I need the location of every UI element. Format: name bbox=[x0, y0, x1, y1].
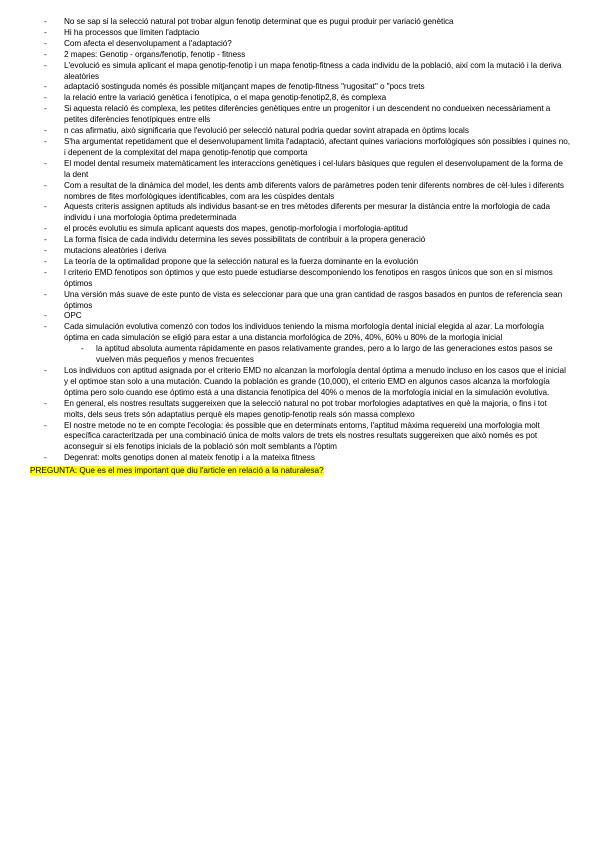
question-line bbox=[30, 465, 570, 476]
bullet-dash: - bbox=[44, 60, 47, 70]
list-item-text: La teoría de la optimalidad propone que la selección natural es la fuerza dominante en la evolución bbox=[64, 256, 419, 266]
bullet-dash: - bbox=[44, 38, 47, 48]
list-item bbox=[30, 366, 570, 399]
list-item bbox=[30, 246, 570, 257]
list-item-text: Com afecta el desenvolupament a l'adaptació? bbox=[64, 38, 232, 48]
list-item bbox=[30, 104, 570, 126]
bullet-dash: - bbox=[44, 136, 47, 146]
list-item bbox=[30, 421, 570, 454]
list-item-text: No se sap si la selecció natural pot trobar algun fenotip determinat que es pugui produir per variació genètica bbox=[64, 17, 454, 26]
list-item bbox=[30, 17, 570, 28]
bullet-dash: - bbox=[44, 246, 47, 256]
list-item-text: Aquests criteris assignen aptituds als individus basant-se en tres mètodes diferents per mesurar la distància entre la morfologia de cada individu i una morfologia òptima predeterminada bbox=[64, 202, 551, 223]
list-item-text: El model dental resumeix matemàticament les interaccions genètiques i cel·lulars bàsiques que regulen el desenvolupament de la forma de la dent bbox=[64, 158, 563, 179]
list-item-text: L'evolució es simula aplicant el mapa genotip-fenotip i un mapa fenotip-fitness a cada individu de la població, així com la mutació i la deriva aleatòries bbox=[64, 60, 562, 81]
list-item-text: el procés evolutiu es simula aplicant aquests dos mapes, genotip-morfologia i morfologia-aptitud bbox=[64, 224, 408, 234]
list-item bbox=[30, 61, 570, 83]
list-item bbox=[30, 224, 570, 235]
list-item bbox=[30, 181, 570, 203]
list-item-text: la relació entre la variació genètica i fenotípica, o el mapa genotip-fenotip2,8, és complexa bbox=[64, 93, 387, 103]
list-item bbox=[30, 399, 570, 421]
bullet-dash: - bbox=[44, 289, 47, 299]
bullet-dash: - bbox=[44, 267, 47, 277]
bullet-dash: - bbox=[44, 420, 47, 430]
list-item bbox=[30, 126, 570, 137]
list-item bbox=[30, 50, 570, 61]
bullet-dash: - bbox=[44, 366, 47, 375]
list-item bbox=[30, 93, 570, 104]
list-item bbox=[30, 28, 570, 39]
bullet-dash: - bbox=[44, 27, 47, 37]
list-item-text: El nostre metode no te en compte l'ecologia: és possible que en determinats entorns, l'aptitud màxima requereixi una morfologia molt específica caracteritzada per una combinació única de molts valors de trets els nostres resultats suggereixen que això només es pot aconseguir si els fenotips inicials de la població són molt semblants a l'òptim bbox=[64, 420, 540, 452]
sub-list-item bbox=[30, 344, 570, 366]
list-item-text: Degenrat: molts genotips donen al mateix fenotip i a la mateixa fitness bbox=[64, 453, 315, 463]
list-item-text: l criterio EMD fenotipos son óptimos y que esto puede estudiarse descomponiendo los fenotipos en rasgos únicos que son en sí mismos óptimos bbox=[64, 267, 553, 288]
list-item bbox=[30, 268, 570, 290]
bullet-dash: - bbox=[81, 344, 84, 354]
bullet-dash: - bbox=[44, 224, 47, 234]
bullet-dash: - bbox=[44, 93, 47, 103]
bullet-dash: - bbox=[44, 82, 47, 92]
list-item-text: La forma física de cada individu determina les seves possibilitats de contribuir a la propera generació bbox=[64, 235, 426, 245]
list-item-text: Cada simulación evolutiva comenzó con todos los individuos teniendo la misma morfología dental inicial elegida al azar. La morfología óptima en cada simulación se eligió para estar a una distancia morfológica de 20%, 40%, 60% u 80% de la morlogia inicial bbox=[64, 322, 544, 343]
bullet-dash: - bbox=[44, 322, 47, 332]
list-item bbox=[30, 202, 570, 224]
list-item bbox=[30, 311, 570, 322]
list-item bbox=[30, 82, 570, 93]
bullet-list bbox=[30, 17, 570, 464]
list-item bbox=[30, 322, 570, 344]
list-item bbox=[30, 39, 570, 50]
list-item-text: Hi ha processos que limiten l'adptacio bbox=[64, 27, 200, 37]
list-item bbox=[30, 235, 570, 246]
list-item-text: Los individuos con aptitud asignada por el criterio EMD no alcanzan la morfología dental óptima a menudo incluso en los casos que el inicial y el optimoe stan solo a una mutación. Cuando la población es grande (10,000), el criterio EMD en algunos casos alcanza la morfología óptima pero solo cuando ese óptimo está a una distancia fenotípica del 40% o menos de la morfología inicial en la simulación evolutiva. bbox=[64, 366, 566, 397]
bullet-dash: - bbox=[44, 180, 47, 190]
list-item-text: Com a resultat de la dinàmica del model, les dents amb diferents valors de paràmetres poden tenir diferents nombres de cèl·lules i diferents nombres de fites morfològiques identificables, com ara les cúspides dentals bbox=[64, 180, 564, 201]
bullet-dash: - bbox=[44, 235, 47, 245]
list-item bbox=[30, 453, 570, 464]
list-item bbox=[30, 137, 570, 159]
bullet-dash: - bbox=[44, 17, 47, 26]
list-item-text: Si aquesta relació és complexa, les petites diferències genètiques entre un progenitor i un descendent no condueixen necessàriament a petites diferències fenotípiques entre ells bbox=[64, 104, 551, 125]
bullet-dash: - bbox=[44, 256, 47, 266]
list-item bbox=[30, 159, 570, 181]
sub-list-item-text: la aptitud absoluta aumenta rápidamente en pasos relativamente grandes, pero a lo largo de las generaciones estos pasos se vuelven más pequeños y menos frecuentes bbox=[96, 344, 553, 365]
bullet-dash: - bbox=[44, 104, 47, 114]
list-item bbox=[30, 257, 570, 268]
list-item-text: mutacions aleatòries i deriva bbox=[64, 246, 167, 256]
bullet-dash: - bbox=[44, 453, 47, 463]
bullet-dash: - bbox=[44, 311, 47, 321]
bullet-dash: - bbox=[44, 126, 47, 136]
list-item-text: En general, els nostres resultats suggereixen que la selecció natural no pot trobar morfologies adaptatives en què la majoria, o fins i tot molts, dels seus trets són adaptatius perquè els mapes genotip-fenotip reals són massa complexo bbox=[64, 398, 547, 419]
list-item-text: OPC bbox=[64, 311, 82, 321]
bullet-dash: - bbox=[44, 158, 47, 168]
list-item-text: adaptació sostinguda només és possible mitjançant mapes de fenotip-fitness "rugositat" o "pocs trets bbox=[64, 82, 425, 92]
list-item bbox=[30, 290, 570, 312]
list-item-text: S'ha argumentat repetidament que el desenvolupament limita l'adaptació, afectant quines variacions morfològiques són possibles i quines no, i depenent de la complexitat del mapa genotip-fenotip que comporta bbox=[64, 136, 570, 157]
bullet-dash: - bbox=[44, 49, 47, 59]
list-item-text: n cas afirmatiu, això significaria que l'evolució per selecció natural podria quedar sovint atrapada en òptims locals bbox=[64, 126, 469, 136]
bullet-dash: - bbox=[44, 398, 47, 408]
sub-list bbox=[30, 344, 570, 366]
list-item-text: 2 mapes: Genotip - organs/fenotip, fenotip - fitness bbox=[64, 49, 246, 59]
bullet-dash: - bbox=[44, 202, 47, 212]
highlighted-question: PREGUNTA: Que es el mes important que diu l'article en relació a la naturalesa? bbox=[30, 466, 324, 476]
list-item-text: Una versión más suave de este punto de vista es seleccionar para que una gran cantidad de rasgos basados en puntos de referencia sean óptimos bbox=[64, 289, 563, 310]
